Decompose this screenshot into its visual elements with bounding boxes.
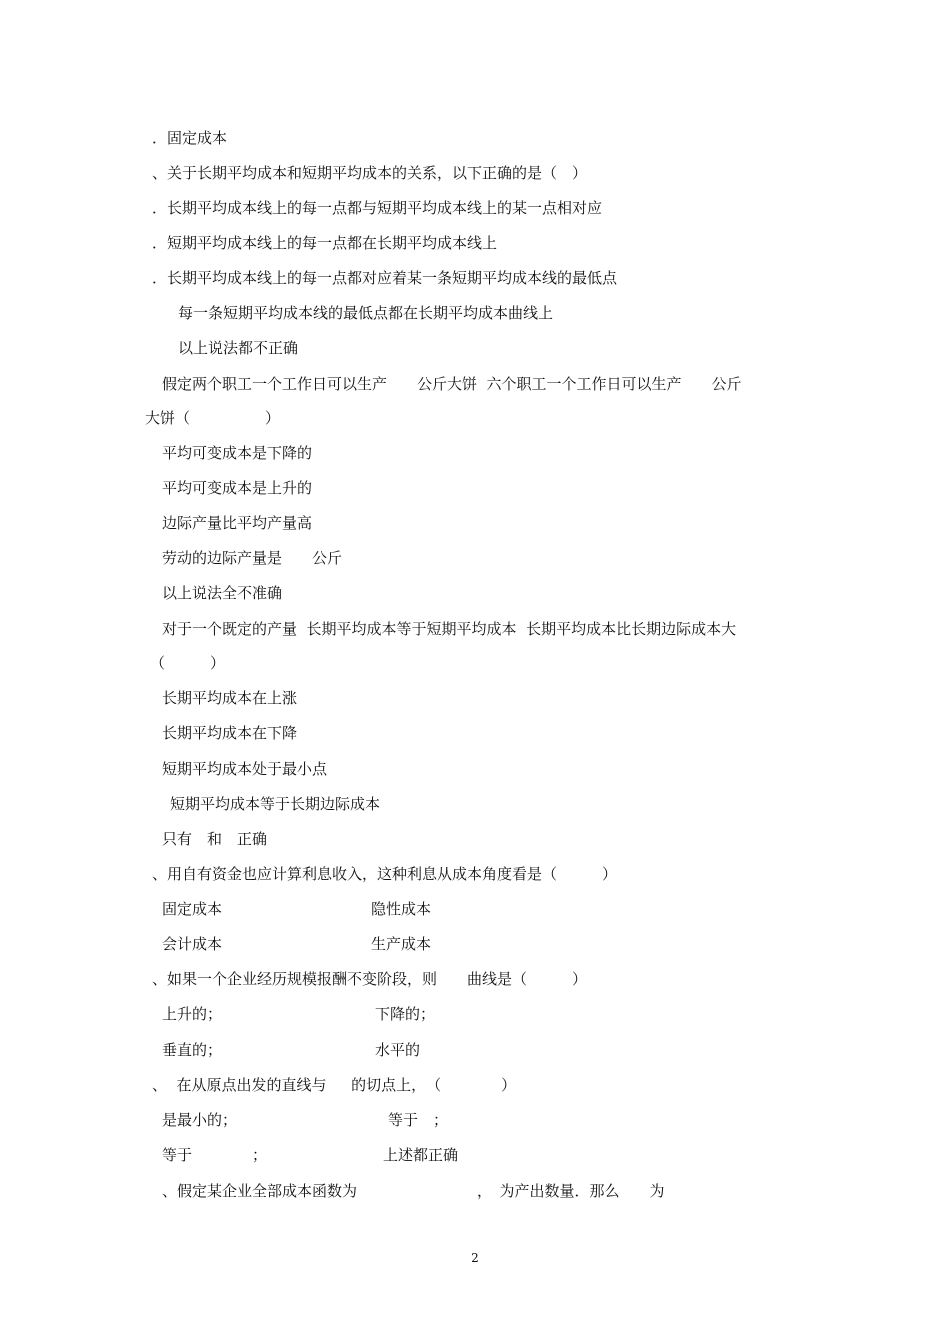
option-text: 固定成本 bbox=[162, 900, 223, 918]
option-text: ．短期平均成本线上的每一点都在长期平均成本线上 bbox=[152, 234, 498, 252]
option-text: 垂直的； bbox=[162, 1041, 223, 1059]
option-text: 只有 和 正确 bbox=[162, 830, 268, 848]
question-text: 、如果一个企业经历规模报酬不变阶段，则 曲线是（ ） bbox=[152, 970, 588, 988]
option-text: 生产成本 bbox=[371, 935, 432, 953]
option-text: 劳动的边际产量是 公斤 bbox=[162, 549, 343, 567]
option-text: 平均可变成本是下降的 bbox=[162, 444, 313, 462]
option-text: 短期平均成本等于长期边际成本 bbox=[170, 795, 381, 813]
option-text: 短期平均成本处于最小点 bbox=[162, 760, 328, 778]
option-text: 长期平均成本在上涨 bbox=[162, 689, 298, 707]
question-text: （ ） bbox=[150, 654, 226, 672]
question-text: 、用自有资金也应计算利息收入，这种利息从成本角度看是（ ） bbox=[152, 865, 618, 883]
option-text: 长期平均成本在下降 bbox=[162, 724, 298, 742]
option-text: 等于 ； bbox=[162, 1146, 268, 1164]
option-text: 以上说法都不正确 bbox=[178, 339, 299, 357]
option-text: 等于 ； bbox=[388, 1111, 449, 1129]
option-text: 边际产量比平均产量高 bbox=[162, 514, 313, 532]
page-number: 2 bbox=[471, 1251, 479, 1265]
option-text: 下降的； bbox=[375, 1005, 436, 1023]
option-text: ．长期平均成本线上的每一点都与短期平均成本线上的某一点相对应 bbox=[152, 199, 603, 217]
question-text: 、关于长期平均成本和短期平均成本的关系，以下正确的是（ ） bbox=[152, 164, 588, 182]
option-text: ．长期平均成本线上的每一点都对应着某一条短期平均成本线的最低点 bbox=[152, 269, 618, 287]
question-text: 、假定某企业全部成本函数为 ， 为产出数量．那么 为 bbox=[162, 1182, 665, 1200]
option-text: 平均可变成本是上升的 bbox=[162, 479, 313, 497]
option-text: 水平的 bbox=[375, 1041, 421, 1059]
option-text: 隐性成本 bbox=[371, 900, 432, 918]
option-text: 上述都正确 bbox=[383, 1146, 459, 1164]
text-line: ．固定成本 bbox=[152, 129, 228, 147]
question-text: 大饼（ ） bbox=[145, 409, 281, 427]
question-text: 对于一个既定的产量 长期平均成本等于短期平均成本 长期平均成本比长期边际成本大 bbox=[162, 620, 737, 638]
question-text: 、 在从原点出发的直线与 的切点上， （ ） bbox=[152, 1076, 517, 1094]
option-text: 会计成本 bbox=[162, 935, 223, 953]
option-text: 以上说法全不准确 bbox=[162, 584, 283, 602]
option-text: 是最小的； bbox=[162, 1111, 238, 1129]
question-text: 假定两个职工一个工作日可以生产 公斤大饼 六个职工一个工作日可以生产 公斤 bbox=[162, 375, 742, 393]
option-text: 每一条短期平均成本线的最低点都在长期平均成本曲线上 bbox=[178, 304, 554, 322]
option-text: 上升的； bbox=[162, 1005, 223, 1023]
